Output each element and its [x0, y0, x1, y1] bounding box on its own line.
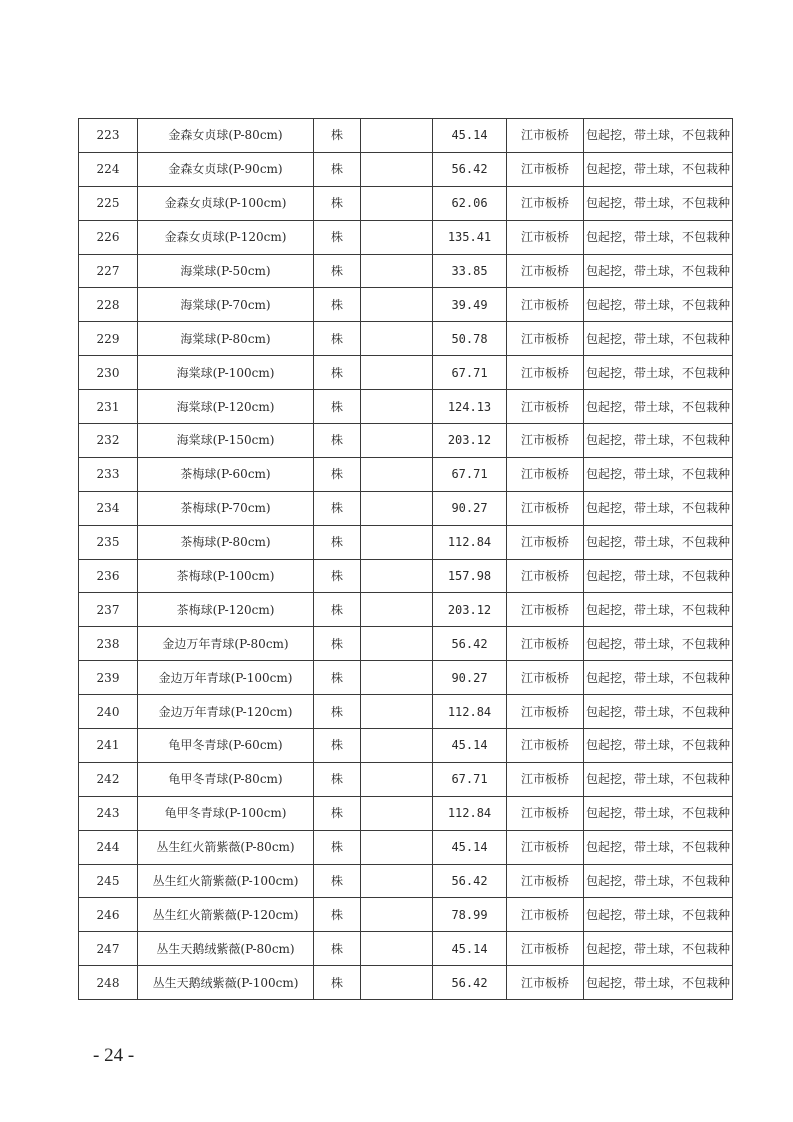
- table-row: [79, 796, 733, 830]
- price-cell: 67.71: [433, 457, 507, 491]
- row-number-cell: 235: [79, 525, 138, 559]
- origin-cell: 江市板桥: [507, 288, 584, 322]
- item-name-cell: 龟甲冬青球(P-100cm): [138, 796, 314, 830]
- table-row: [79, 390, 733, 424]
- row-number-cell: 232: [79, 424, 138, 458]
- item-name-cell: 丛生天鹅绒紫薇(P-100cm): [138, 966, 314, 1000]
- item-name-cell: 海棠球(P-80cm): [138, 322, 314, 356]
- note-cell: 包起挖，带土球，不包栽种: [584, 220, 733, 254]
- blank-cell: [361, 966, 433, 1000]
- table-row: [79, 729, 733, 763]
- note-cell: 包起挖，带土球，不包栽种: [584, 729, 733, 763]
- note-cell: 包起挖，带土球，不包栽种: [584, 864, 733, 898]
- blank-cell: [361, 457, 433, 491]
- unit-cell: 株: [314, 254, 361, 288]
- blank-cell: [361, 898, 433, 932]
- table-row: [79, 322, 733, 356]
- unit-cell: 株: [314, 627, 361, 661]
- row-number-cell: 236: [79, 559, 138, 593]
- note-cell: 包起挖，带土球，不包栽种: [584, 830, 733, 864]
- item-name-cell: 海棠球(P-50cm): [138, 254, 314, 288]
- price-cell: 45.14: [433, 729, 507, 763]
- table-row: [79, 220, 733, 254]
- table-row: [79, 491, 733, 525]
- origin-cell: 江市板桥: [507, 762, 584, 796]
- unit-cell: 株: [314, 762, 361, 796]
- row-number-cell: 247: [79, 932, 138, 966]
- item-name-cell: 金森女贞球(P-100cm): [138, 186, 314, 220]
- origin-cell: 江市板桥: [507, 254, 584, 288]
- unit-cell: 株: [314, 966, 361, 1000]
- unit-cell: 株: [314, 796, 361, 830]
- item-name-cell: 丛生红火箭紫薇(P-80cm): [138, 830, 314, 864]
- note-cell: 包起挖，带土球，不包栽种: [584, 966, 733, 1000]
- blank-cell: [361, 254, 433, 288]
- table-row: [79, 254, 733, 288]
- origin-cell: 江市板桥: [507, 559, 584, 593]
- note-cell: 包起挖，带土球，不包栽种: [584, 356, 733, 390]
- origin-cell: 江市板桥: [507, 186, 584, 220]
- note-cell: 包起挖，带土球，不包栽种: [584, 254, 733, 288]
- price-cell: 135.41: [433, 220, 507, 254]
- row-number-cell: 240: [79, 695, 138, 729]
- table-row: [79, 695, 733, 729]
- blank-cell: [361, 525, 433, 559]
- price-cell: 67.71: [433, 762, 507, 796]
- row-number-cell: 223: [79, 119, 138, 153]
- blank-cell: [361, 830, 433, 864]
- origin-cell: 江市板桥: [507, 593, 584, 627]
- item-name-cell: 丛生天鹅绒紫薇(P-80cm): [138, 932, 314, 966]
- blank-cell: [361, 220, 433, 254]
- blank-cell: [361, 932, 433, 966]
- note-cell: 包起挖，带土球，不包栽种: [584, 695, 733, 729]
- unit-cell: 株: [314, 356, 361, 390]
- note-cell: 包起挖，带土球，不包栽种: [584, 932, 733, 966]
- origin-cell: 江市板桥: [507, 661, 584, 695]
- origin-cell: 江市板桥: [507, 457, 584, 491]
- origin-cell: 江市板桥: [507, 491, 584, 525]
- origin-cell: 江市板桥: [507, 627, 584, 661]
- unit-cell: 株: [314, 559, 361, 593]
- price-cell: 56.42: [433, 627, 507, 661]
- blank-cell: [361, 559, 433, 593]
- item-name-cell: 海棠球(P-120cm): [138, 390, 314, 424]
- table-row: [79, 932, 733, 966]
- unit-cell: 株: [314, 695, 361, 729]
- origin-cell: 江市板桥: [507, 695, 584, 729]
- blank-cell: [361, 864, 433, 898]
- price-cell: 112.84: [433, 796, 507, 830]
- origin-cell: 江市板桥: [507, 796, 584, 830]
- blank-cell: [361, 627, 433, 661]
- row-number-cell: 227: [79, 254, 138, 288]
- row-number-cell: 229: [79, 322, 138, 356]
- unit-cell: 株: [314, 288, 361, 322]
- row-number-cell: 238: [79, 627, 138, 661]
- origin-cell: 江市板桥: [507, 932, 584, 966]
- price-cell: 112.84: [433, 695, 507, 729]
- table-row: [79, 661, 733, 695]
- blank-cell: [361, 288, 433, 322]
- table-row: [79, 593, 733, 627]
- note-cell: 包起挖，带土球，不包栽种: [584, 186, 733, 220]
- row-number-cell: 224: [79, 152, 138, 186]
- row-number-cell: 242: [79, 762, 138, 796]
- origin-cell: 江市板桥: [507, 729, 584, 763]
- origin-cell: 江市板桥: [507, 119, 584, 153]
- unit-cell: 株: [314, 593, 361, 627]
- table-row: [79, 559, 733, 593]
- item-name-cell: 金森女贞球(P-80cm): [138, 119, 314, 153]
- item-name-cell: 茶梅球(P-100cm): [138, 559, 314, 593]
- origin-cell: 江市板桥: [507, 966, 584, 1000]
- unit-cell: 株: [314, 424, 361, 458]
- table-row: [79, 762, 733, 796]
- note-cell: 包起挖，带土球，不包栽种: [584, 898, 733, 932]
- price-cell: 67.71: [433, 356, 507, 390]
- blank-cell: [361, 491, 433, 525]
- origin-cell: 江市板桥: [507, 322, 584, 356]
- price-cell: 56.42: [433, 966, 507, 1000]
- row-number-cell: 244: [79, 830, 138, 864]
- price-cell: 78.99: [433, 898, 507, 932]
- item-name-cell: 海棠球(P-70cm): [138, 288, 314, 322]
- price-cell: 112.84: [433, 525, 507, 559]
- item-name-cell: 金边万年青球(P-120cm): [138, 695, 314, 729]
- price-cell: 90.27: [433, 661, 507, 695]
- blank-cell: [361, 762, 433, 796]
- item-name-cell: 金边万年青球(P-80cm): [138, 627, 314, 661]
- blank-cell: [361, 424, 433, 458]
- unit-cell: 株: [314, 932, 361, 966]
- note-cell: 包起挖，带土球，不包栽种: [584, 593, 733, 627]
- origin-cell: 江市板桥: [507, 898, 584, 932]
- table-row: [79, 186, 733, 220]
- table-row: [79, 288, 733, 322]
- origin-cell: 江市板桥: [507, 390, 584, 424]
- note-cell: 包起挖，带土球，不包栽种: [584, 627, 733, 661]
- unit-cell: 株: [314, 390, 361, 424]
- price-cell: 50.78: [433, 322, 507, 356]
- unit-cell: 株: [314, 186, 361, 220]
- item-name-cell: 丛生红火箭紫薇(P-100cm): [138, 864, 314, 898]
- note-cell: 包起挖，带土球，不包栽种: [584, 288, 733, 322]
- origin-cell: 江市板桥: [507, 830, 584, 864]
- table-row: [79, 457, 733, 491]
- item-name-cell: 龟甲冬青球(P-80cm): [138, 762, 314, 796]
- unit-cell: 株: [314, 322, 361, 356]
- note-cell: 包起挖，带土球，不包栽种: [584, 322, 733, 356]
- row-number-cell: 233: [79, 457, 138, 491]
- blank-cell: [361, 695, 433, 729]
- blank-cell: [361, 729, 433, 763]
- price-cell: 124.13: [433, 390, 507, 424]
- row-number-cell: 225: [79, 186, 138, 220]
- blank-cell: [361, 796, 433, 830]
- item-name-cell: 茶梅球(P-60cm): [138, 457, 314, 491]
- unit-cell: 株: [314, 729, 361, 763]
- unit-cell: 株: [314, 491, 361, 525]
- origin-cell: 江市板桥: [507, 864, 584, 898]
- origin-cell: 江市板桥: [507, 525, 584, 559]
- row-number-cell: 246: [79, 898, 138, 932]
- unit-cell: 株: [314, 457, 361, 491]
- price-cell: 56.42: [433, 864, 507, 898]
- row-number-cell: 237: [79, 593, 138, 627]
- note-cell: 包起挖，带土球，不包栽种: [584, 491, 733, 525]
- price-cell: 203.12: [433, 593, 507, 627]
- origin-cell: 江市板桥: [507, 424, 584, 458]
- page-number: - 24 -: [93, 1045, 135, 1066]
- unit-cell: 株: [314, 661, 361, 695]
- price-cell: 157.98: [433, 559, 507, 593]
- row-number-cell: 231: [79, 390, 138, 424]
- table-row: [79, 424, 733, 458]
- item-name-cell: 茶梅球(P-120cm): [138, 593, 314, 627]
- row-number-cell: 248: [79, 966, 138, 1000]
- table-row: [79, 898, 733, 932]
- unit-cell: 株: [314, 830, 361, 864]
- row-number-cell: 243: [79, 796, 138, 830]
- item-name-cell: 海棠球(P-100cm): [138, 356, 314, 390]
- unit-cell: 株: [314, 864, 361, 898]
- note-cell: 包起挖，带土球，不包栽种: [584, 661, 733, 695]
- table-row: [79, 864, 733, 898]
- blank-cell: [361, 322, 433, 356]
- price-cell: 62.06: [433, 186, 507, 220]
- origin-cell: 江市板桥: [507, 220, 584, 254]
- table-row: [79, 966, 733, 1000]
- row-number-cell: 241: [79, 729, 138, 763]
- item-name-cell: 丛生红火箭紫薇(P-120cm): [138, 898, 314, 932]
- price-cell: 90.27: [433, 491, 507, 525]
- price-cell: 45.14: [433, 932, 507, 966]
- price-cell: 45.14: [433, 830, 507, 864]
- item-name-cell: 海棠球(P-150cm): [138, 424, 314, 458]
- item-name-cell: 金森女贞球(P-90cm): [138, 152, 314, 186]
- item-name-cell: 龟甲冬青球(P-60cm): [138, 729, 314, 763]
- item-name-cell: 金边万年青球(P-100cm): [138, 661, 314, 695]
- blank-cell: [361, 356, 433, 390]
- row-number-cell: 245: [79, 864, 138, 898]
- price-cell: 33.85: [433, 254, 507, 288]
- note-cell: 包起挖，带土球，不包栽种: [584, 457, 733, 491]
- row-number-cell: 239: [79, 661, 138, 695]
- item-name-cell: 茶梅球(P-70cm): [138, 491, 314, 525]
- unit-cell: 株: [314, 119, 361, 153]
- price-cell: 45.14: [433, 119, 507, 153]
- table-row: [79, 525, 733, 559]
- row-number-cell: 226: [79, 220, 138, 254]
- unit-cell: 株: [314, 220, 361, 254]
- table-row: [79, 356, 733, 390]
- note-cell: 包起挖，带土球，不包栽种: [584, 525, 733, 559]
- table-body: [79, 119, 733, 1000]
- note-cell: 包起挖，带土球，不包栽种: [584, 390, 733, 424]
- unit-cell: 株: [314, 525, 361, 559]
- note-cell: 包起挖，带土球，不包栽种: [584, 152, 733, 186]
- blank-cell: [361, 661, 433, 695]
- unit-cell: 株: [314, 898, 361, 932]
- blank-cell: [361, 152, 433, 186]
- price-cell: 203.12: [433, 424, 507, 458]
- table-row: [79, 627, 733, 661]
- row-number-cell: 234: [79, 491, 138, 525]
- origin-cell: 江市板桥: [507, 356, 584, 390]
- row-number-cell: 230: [79, 356, 138, 390]
- price-cell: 56.42: [433, 152, 507, 186]
- note-cell: 包起挖，带土球，不包栽种: [584, 424, 733, 458]
- blank-cell: [361, 593, 433, 627]
- note-cell: 包起挖，带土球，不包栽种: [584, 762, 733, 796]
- row-number-cell: 228: [79, 288, 138, 322]
- blank-cell: [361, 119, 433, 153]
- note-cell: 包起挖，带土球，不包栽种: [584, 796, 733, 830]
- price-table: [78, 118, 733, 1000]
- unit-cell: 株: [314, 152, 361, 186]
- note-cell: 包起挖，带土球，不包栽种: [584, 119, 733, 153]
- table-row: [79, 152, 733, 186]
- blank-cell: [361, 390, 433, 424]
- blank-cell: [361, 186, 433, 220]
- item-name-cell: 茶梅球(P-80cm): [138, 525, 314, 559]
- table-row: [79, 119, 733, 153]
- price-cell: 39.49: [433, 288, 507, 322]
- note-cell: 包起挖，带土球，不包栽种: [584, 559, 733, 593]
- origin-cell: 江市板桥: [507, 152, 584, 186]
- item-name-cell: 金森女贞球(P-120cm): [138, 220, 314, 254]
- table-row: [79, 830, 733, 864]
